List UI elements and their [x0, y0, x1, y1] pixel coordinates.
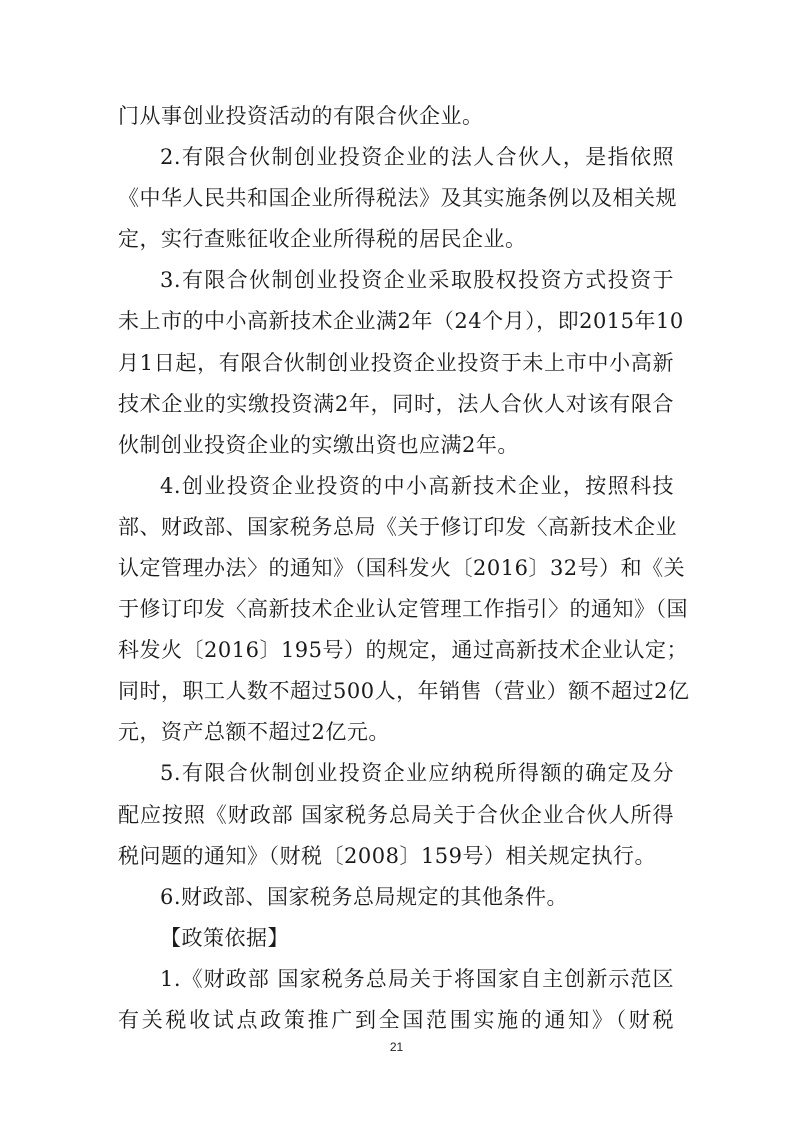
section-heading: 【政策依据】: [160, 926, 289, 950]
text-line: 2.有限合伙制创业投资企业的法人合伙人，是指依照: [160, 145, 674, 169]
text-line: 未上市的中小高新技术企业满2年（24个月），即2015年10: [118, 309, 684, 333]
text-line: 科发火〔2016〕195号）的规定，通过高新技术企业认定；: [118, 638, 689, 662]
text-line: 门从事创业投资活动的有限合伙企业。: [118, 104, 484, 128]
text-line: 税问题的通知》（财税〔2008〕159号）相关规定执行。: [118, 844, 657, 868]
text-line: 5.有限合伙制创业投资企业应纳税所得额的确定及分: [160, 761, 674, 785]
text-line: 有关税收试点政策推广到全国范围实施的通知》（财税: [118, 1008, 674, 1032]
text-line: 《中华人民共和国企业所得税法》及其实施条例以及相关规: [118, 186, 677, 210]
text-line: 技术企业的实缴投资满2年，同时，法人合伙人对该有限合: [118, 392, 674, 416]
text-line: 元，资产总额不超过2亿元。: [118, 720, 390, 744]
text-line: 于修订印发〈高新技术企业认定管理工作指引〉的通知》（国: [118, 597, 688, 621]
text-line: 3.有限合伙制创业投资企业采取股权投资方式投资于: [160, 268, 674, 292]
text-line: 部、财政部、国家税务总局《关于修订印发〈高新技术企业: [118, 515, 677, 539]
text-line: 月1日起，有限合伙制创业投资企业投资于未上市中小高新: [118, 351, 674, 375]
text-line: 4.创业投资企业投资的中小高新技术企业，按照科技: [160, 474, 674, 498]
text-line: 6.财政部、国家税务总局规定的其他条件。: [160, 885, 569, 909]
text-line: 伙制创业投资企业的实缴出资也应满2年。: [118, 433, 519, 457]
text-line: 1.《财政部 国家税务总局关于将国家自主创新示范区: [160, 967, 674, 991]
page-number: 21: [389, 1040, 404, 1054]
text-line: 认定管理办法〉的通知》（国科发火〔2016〕32号）和《关: [118, 556, 686, 580]
text-line: 配应按照《财政部 国家税务总局关于合伙企业合伙人所得: [118, 803, 674, 827]
text-line: 同时，职工人数不超过500人，年销售（营业）额不超过2亿: [118, 679, 690, 703]
text-line: 定，实行查账征收企业所得税的居民企业。: [118, 227, 527, 251]
